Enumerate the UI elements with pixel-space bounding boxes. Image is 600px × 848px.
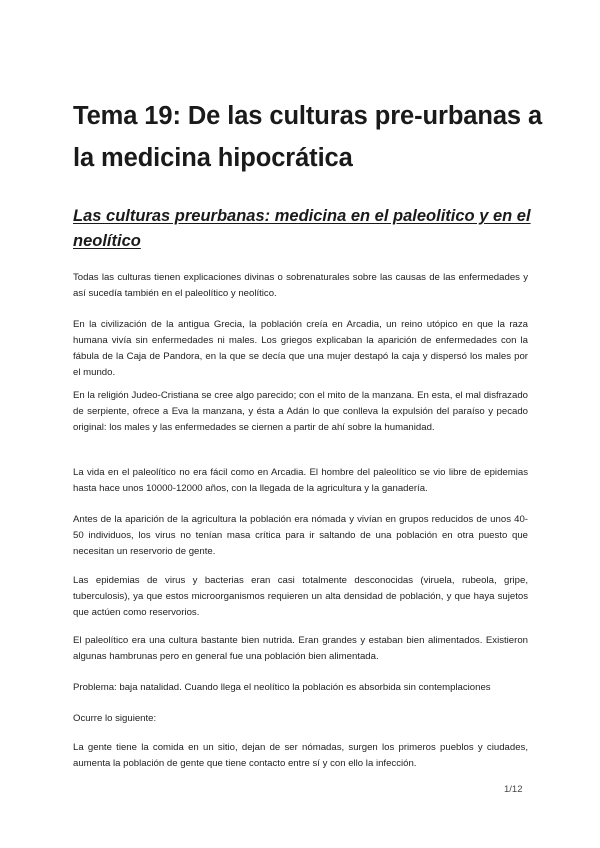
paragraph-9: Ocurre lo siguiente: bbox=[73, 713, 157, 724]
paragraph-2: En la civilización de la antigua Grecia, la población creía en Arcadia, un reino utópico en que la raza humana vivía sin enfermedades ni males. Los griegos explicaban la aparición de enfermedades con la fábula de la Caja de Pandora, en la que se decía que una mujer destapó la caja y dispersó los males por el mundo. bbox=[73, 319, 528, 378]
paragraph-7: El paleolítico era una cultura bastante bien nutrida. Eran grandes y estaban bien alimentados. Existieron algunas hambrunas pero en general fue una población bien alimentada. bbox=[73, 635, 528, 662]
paragraph-6: Las epidemias de virus y bacterias eran casi totalmente desconocidas (viruela, rubeola, gripe, tuberculosis), ya que estos microorganismos requieren un alta densidad de población, y que haya sujetos que actúen como reservorios. bbox=[73, 575, 528, 618]
page-number: 1/12 bbox=[504, 784, 523, 795]
paragraph-1: Todas las culturas tienen explicaciones divinas o sobrenaturales sobre las causas de las enfermedades y así sucedía también en el paleolítico y neolítico. bbox=[73, 272, 528, 299]
page-title: Tema 19: De las culturas pre-urbanas a la medicina hipocrática bbox=[73, 102, 543, 172]
paragraph-10: La gente tiene la comida en un sitio, dejan de ser nómadas, surgen los primeros pueblos y ciudades, aumenta la población de gente que tiene contacto entre sí y con ello la infección. bbox=[73, 742, 528, 769]
section-heading: Las culturas preurbanas: medicina en el paleolitico y en el neolítico bbox=[73, 207, 531, 250]
paragraph-4: La vida en el paleolítico no era fácil como en Arcadia. El hombre del paleolítico se vio libre de epidemias hasta hace unos 10000-12000 años, con la llegada de la agricultura y la ganadería. bbox=[73, 467, 528, 494]
paragraph-5: Antes de la aparición de la agricultura la población era nómada y vivían en grupos reducidos de unos 40-50 individuos, los virus no tenían masa crítica para ir saltando de una población en otra puesto que necesitan un reservorio de gente. bbox=[73, 514, 528, 557]
paragraph-8: Problema: baja natalidad. Cuando llega el neolítico la población es absorbida sin contemplaciones bbox=[73, 682, 491, 693]
paragraph-3: En la religión Judeo-Cristiana se cree algo parecido; con el mito de la manzana. En esta, el mal disfrazado de serpiente, ofrece a Eva la manzana, y ésta a Adán lo que conlleva la expulsión del paraíso y pecado original: los males y las enfermedades se ciernen a partir de ahí sobre la humanidad. bbox=[73, 390, 528, 433]
